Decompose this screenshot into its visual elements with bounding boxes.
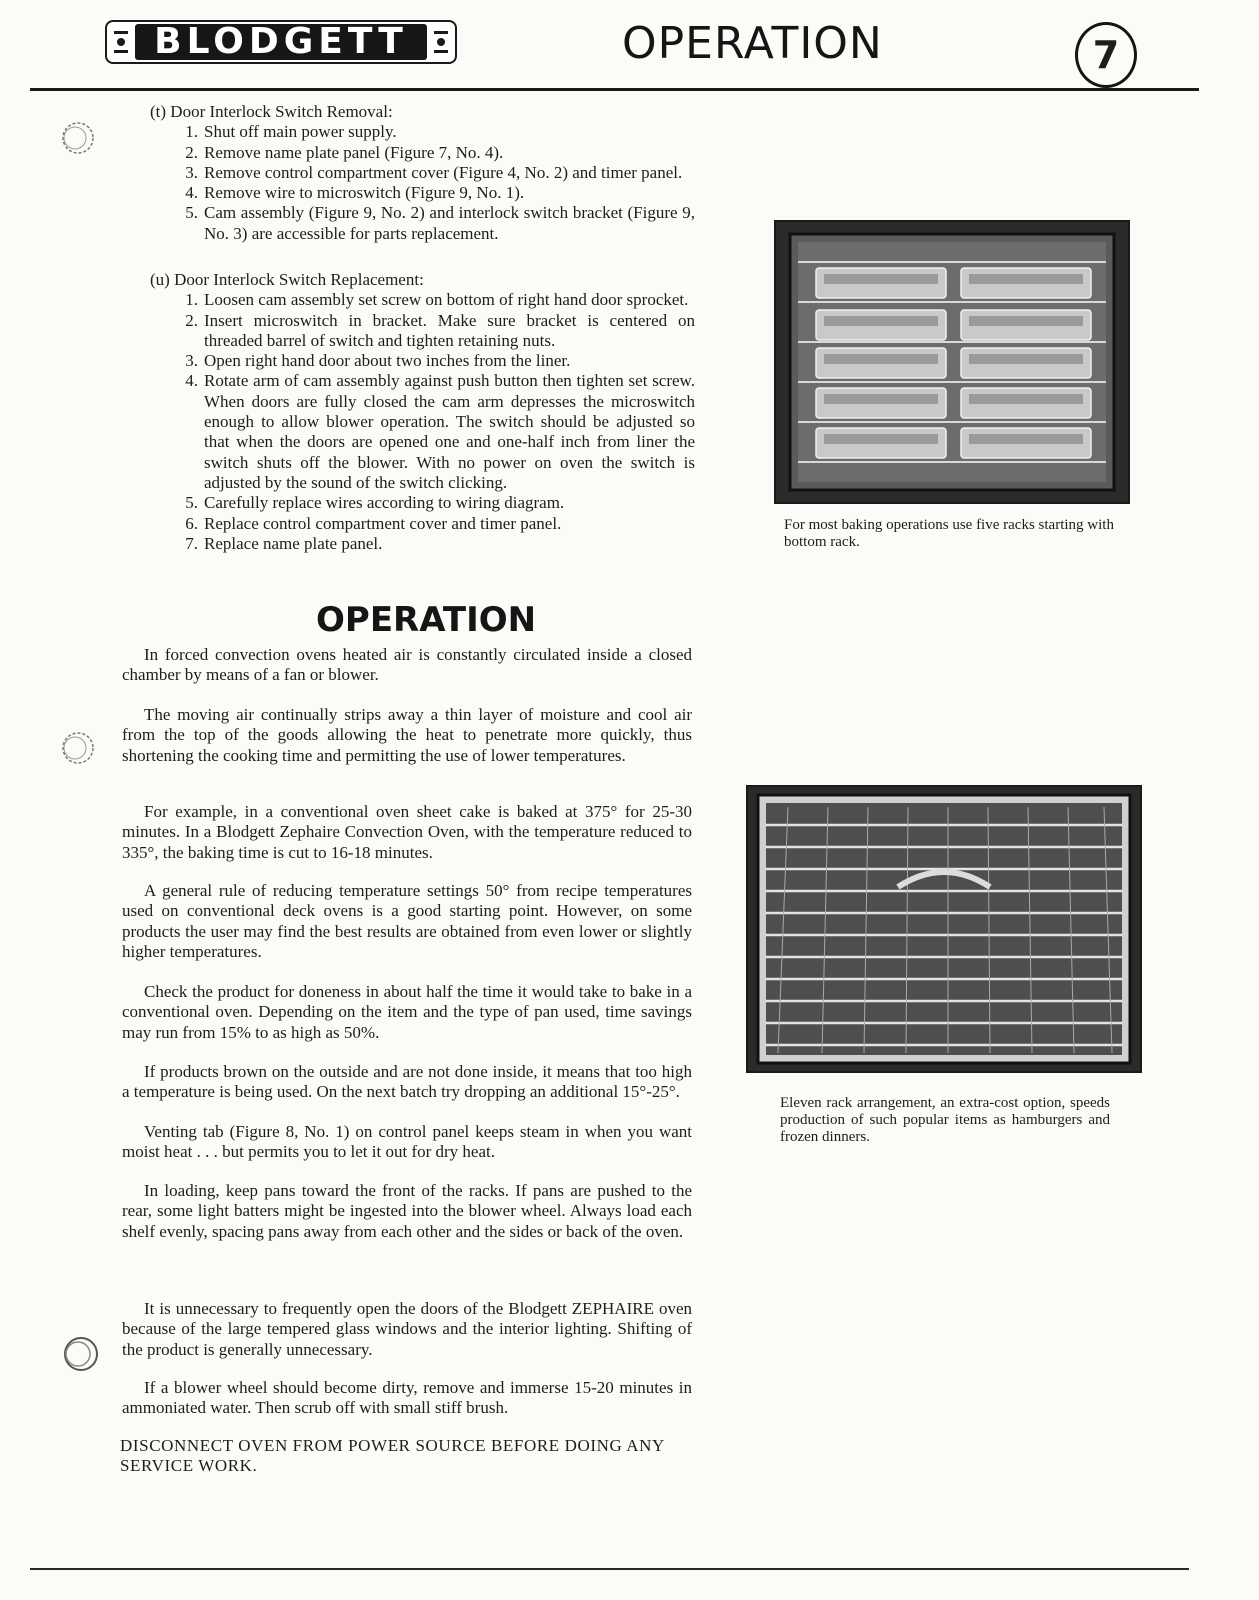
section-door-interlock-removal <box>150 102 695 244</box>
footer-rule <box>30 1568 1189 1570</box>
page-number: 7 <box>1075 22 1137 88</box>
step-item: 5. Carefully replace wires according to wiring diagram. <box>185 493 565 513</box>
step-item: 3. Open right hand door about two inches from the liner. <box>185 351 571 371</box>
step-item: 4. Remove wire to microswitch (Figure 9, No. 1). <box>185 183 525 203</box>
paragraph: Venting tab (Figure 8, No. 1) on control panel keeps steam in when you want moist heat . . . but permits you to let it out for dry heat. <box>122 1122 692 1162</box>
replacement-steps <box>150 290 695 554</box>
figure-caption: Eleven rack arrangement, an extra-cost option, speeds production of such popular items as hamburgers and frozen dinners. <box>780 1095 1110 1145</box>
oven-five-racks-photo <box>774 220 1130 504</box>
step-item: 7. Replace name plate panel. <box>185 533 383 553</box>
logo-right-cap <box>427 22 455 62</box>
paragraph: If products brown on the outside and are not done inside, it means that too high a temperature is being used. On the next batch try dropping an additional 15°-25°. <box>122 1062 692 1102</box>
step-item: 3. Remove control compartment cover (Figure 4, No. 2) and timer panel. <box>185 162 683 182</box>
step-item: 6. Replace control compartment cover and timer panel. <box>185 513 562 533</box>
operation-heading: OPERATION <box>316 600 537 640</box>
logo-plate <box>135 21 427 62</box>
step-item: 1. Shut off main power supply. <box>185 122 397 142</box>
step-item: 2. Insert microswitch in bracket. Make sure bracket is centered on threaded barrel of switch and tighten retaining nuts. <box>185 310 695 350</box>
step-item: 2. Remove name plate panel (Figure 7, No. 4). <box>185 142 504 162</box>
punch-hole-icon <box>58 118 98 158</box>
section-door-interlock-replacement <box>150 270 695 554</box>
removal-steps <box>150 122 695 244</box>
blodgett-logo <box>105 20 457 64</box>
step-item: 5. Cam assembly (Figure 9, No. 2) and interlock switch bracket (Figure 9, No. 3) are accessible for parts replacement. <box>185 203 695 243</box>
paragraph: In forced convection ovens heated air is constantly circulated inside a closed chamber by means of a fan or blower. <box>122 645 692 685</box>
section-heading: (u) Door Interlock Switch Replacement: <box>150 270 424 289</box>
paragraph: It is unnecessary to frequently open the doors of the Blodgett ZEPHAIRE oven because of the large tempered glass windows and the interior lighting. Shifting of the product is generally unnecessary. <box>122 1299 692 1359</box>
step-item: 1. Loosen cam assembly set screw on bottom of right hand door sprocket. <box>185 290 689 310</box>
paragraph: The moving air continually strips away a thin layer of moisture and cool air from the top of the goods allowing the heat to penetrate more quickly, thus shortening the cooking time and permitting the use of lower temperatures. <box>122 705 692 765</box>
figure-caption: For most baking operations use five racks starting with bottom rack. <box>784 517 1114 550</box>
paragraph: Check the product for doneness in about half the time it would take to bake in a conventional oven. Depending on the item and the type of pan used, time savings may run from 15% to as high as 50%. <box>122 982 692 1042</box>
section-heading: (t) Door Interlock Switch Removal: <box>150 102 393 121</box>
paragraph: If a blower wheel should become dirty, remove and immerse 15-20 minutes in ammoniated water. Then scrub off with small stiff brush. <box>122 1378 692 1418</box>
service-warning: DISCONNECT OVEN FROM POWER SOURCE BEFORE DOING ANY SERVICE WORK. <box>120 1436 665 1476</box>
paragraph: For example, in a conventional oven sheet cake is baked at 375° for 25-30 minutes. In a Blodgett Zephaire Convection Oven, with the temperature reduced to 335°, the baking time is cut to 16-18 minutes. <box>122 802 692 862</box>
logo-text: BLODGETT <box>154 21 408 62</box>
punch-hole-icon <box>58 728 98 768</box>
logo-left-cap <box>107 22 135 62</box>
header-rule <box>30 88 1199 91</box>
page-title: OPERATION <box>622 18 883 69</box>
paragraph: A general rule of reducing temperature settings 50° from recipe temperatures used on conventional deck ovens is a good starting point. However, on some products the user may find the best results are obtained from even lower or slightly higher temperatures. <box>122 881 692 961</box>
oven-eleven-racks-photo <box>746 785 1142 1073</box>
paragraph: In loading, keep pans toward the front of the racks. If pans are pushed to the rear, some light batters might be ingested into the blower wheel. Always load each shelf evenly, spacing pans away from each other and the sides or back of the oven. <box>122 1181 692 1241</box>
punch-hole-icon <box>60 1333 102 1375</box>
step-item: 4. Rotate arm of cam assembly against push button then tighten set screw. When doors are fully closed the cam arm depresses the microswitch enough to allow blower operation. The switch should be adjusted so that when the doors are opened one and one-half inch from liner the switch shuts off the blower. With no power on oven the switch is adjusted by the sound of the switch clicking. <box>185 371 695 492</box>
